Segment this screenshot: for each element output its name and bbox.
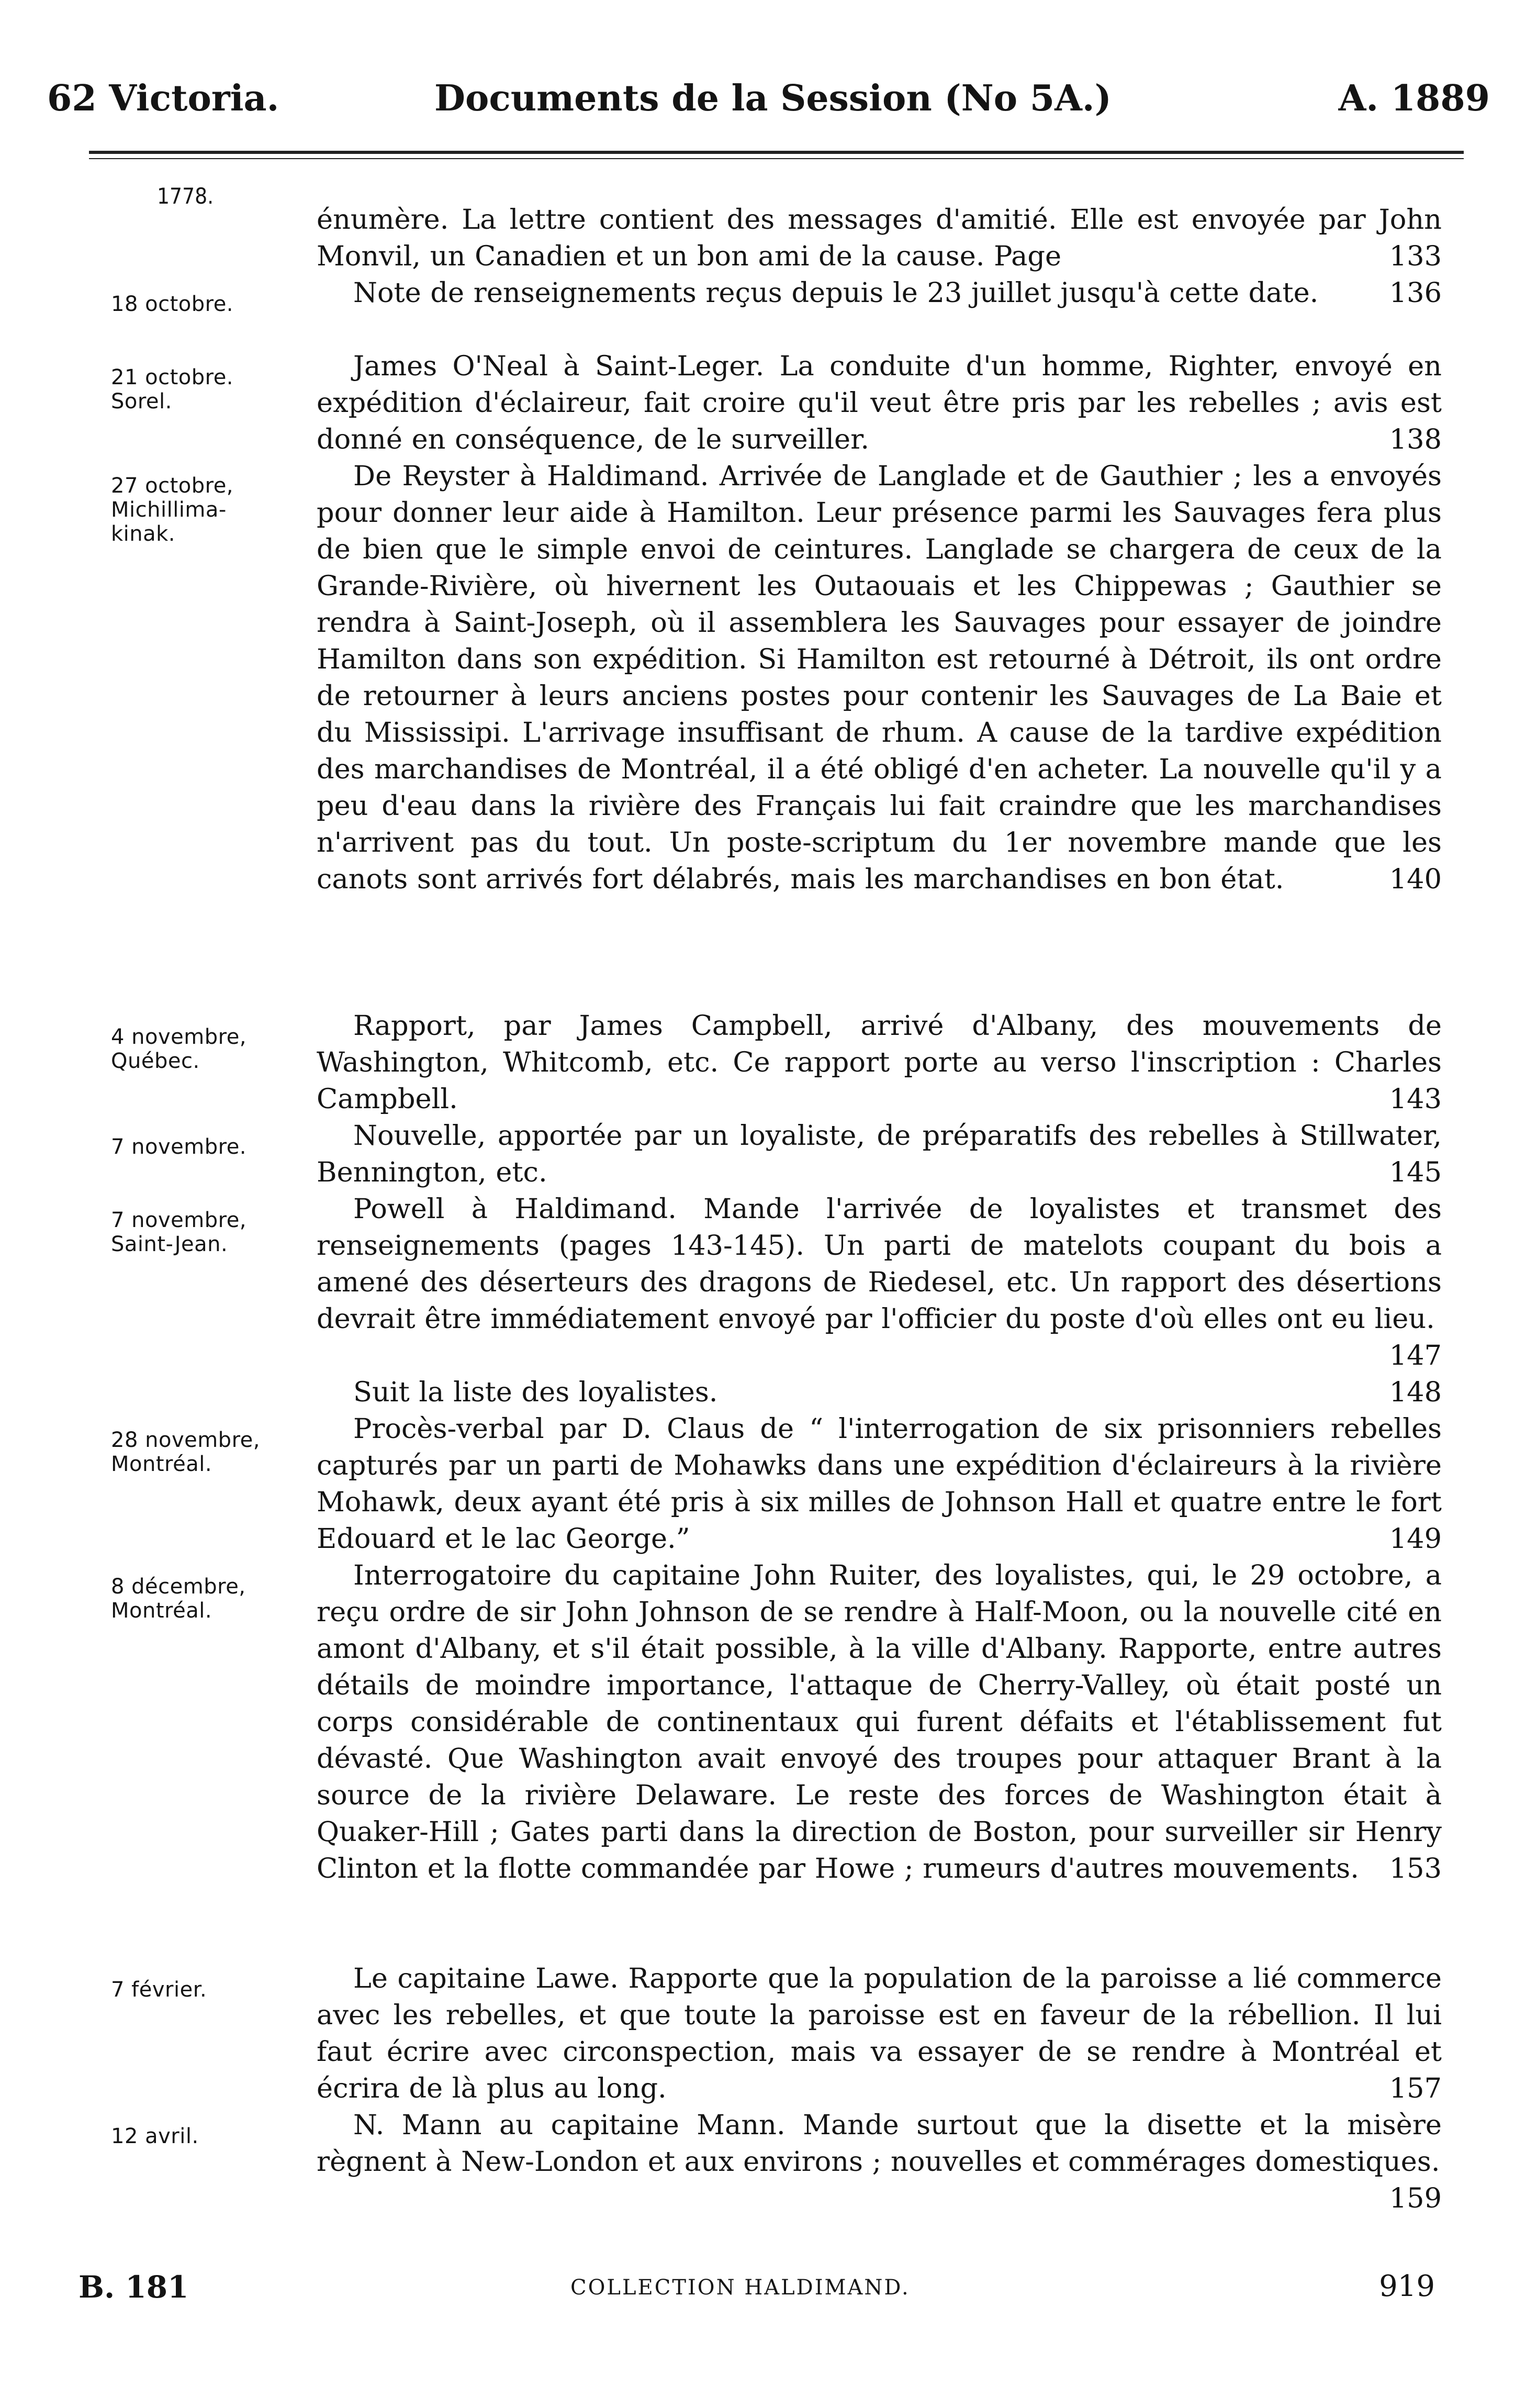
entry-text: Rapport, par James Campbell, arrivé d'Albany, des mouvements de Washington, Whitcomb, etc. Ce rapport porte au verso l'inscription : Charles Campbell. 143 <box>317 1008 1442 1118</box>
page-ref: 145 <box>1389 1156 1442 1188</box>
entry-text: Interrogatoire du capitaine John Ruiter, des loyalistes, qui, le 29 octobre, a reçu ordre de sir John Johnson de se rendre à Half-Moon, ou la nouvelle cité en amont d'Albany, et s'il était possible, à la ville d'Albany. Rapporte, entre autres détails de moindre importance, l'attaque de Cherry-Valley, où était posté un corps considérable de continentaux qui furent défaits et l'établissement fut dévasté. Que Washington avait envoyé des troupes pour attaquer Brant à la source de la rivière Delaware. Le reste des forces de Washington était à Quaker-Hill ; Gates parti dans la direction de Boston, pour surveiller sir Henry Clinton et la flotte commandée par Howe ; rumeurs d'autres mouvements. 153 <box>317 1557 1442 1887</box>
footer-reference: B. 181 <box>78 2269 189 2305</box>
header-title: Documents de la Session (No 5A.) <box>434 77 1112 119</box>
page-ref: 136 <box>1389 277 1442 309</box>
entry-date: 7 novembre. <box>111 1135 247 1159</box>
entry-text: De Reyster à Haldimand. Arrivée de Langlade et de Gauthier ; les a envoyés pour donner leur aide à Hamilton. Leur présence parmi les Sauvages fera plus de bien que le simple envoi de ceintures. Langlade se chargera de ceux de la Grande-Rivière, où hivernent les Outaouais et les Chippewas ; Gauthier se rendra à Saint-Joseph, où il assemblera les Sauvages pour essayer de joindre Hamilton dans son expédition. Si Hamilton est retourné à Détroit, ils ont ordre de retourner à leurs anciens postes pour contenir les Sauvages de La Baie et du Mississipi. L'arrivage insuffisant de rhum. A cause de la tardive expédition des marchandises de Montréal, il a été obligé d'en acheter. La nouvelle qu'il y a peu d'eau dans la rivière des Français lui fait craindre que les marchandises n'arrivent pas du tout. Un poste-scriptum du 1er novembre mande que les canots sont arrivés fort délabrés, mais les marchandises en bon état. 140 <box>317 458 1442 898</box>
entry-text: Suit la liste des loyalistes. 148 <box>317 1374 1442 1411</box>
entry-text: Note de renseignements reçus depuis le 23 juillet jusqu'à cette date. 136 <box>317 275 1442 311</box>
header-year: A. 1889 <box>1338 77 1490 119</box>
entry-text: Procès-verbal par D. Claus de “ l'interrogation de six prisonniers rebelles capturés par un parti de Mohawks dans une expédition d'éclaireurs à la rivière Mohawk, deux ayant été pris à six milles de Johnson Hall et quatre entre le fort Edouard et le lac George.” 149 <box>317 1411 1442 1557</box>
entry-date: 7 février. <box>111 1978 207 2002</box>
page-ref: 138 <box>1389 423 1442 455</box>
footer-collection: COLLECTION HALDIMAND. <box>570 2276 910 2300</box>
entry-date: 28 novembre, Montréal. <box>111 1428 260 1476</box>
page-ref: 147 <box>1389 1340 1442 1372</box>
entry-date: 8 décembre, Montréal. <box>111 1575 246 1623</box>
entry-date: 21 octobre. Sorel. <box>111 365 234 414</box>
page-ref: 153 <box>1389 1853 1442 1885</box>
footer-page-number: 919 <box>1379 2269 1435 2303</box>
header-rule-thick <box>89 151 1464 154</box>
entry-text: Le capitaine Lawe. Rapporte que la population de la paroisse a lié commerce avec les rebelles, et que toute la paroisse est en faveur de la rébellion. Il lui faut écrire avec circonspection, mais va essayer de se rendre à Montréal et écrira de là plus au long. 157 <box>317 1960 1442 2107</box>
header-session: 62 Victoria. <box>47 77 279 119</box>
page-ref: 159 <box>1389 2182 1442 2214</box>
margin-year: 1778. <box>157 183 214 209</box>
entry-text: N. Mann au capitaine Mann. Mande surtout que la disette et la misère règnent à New-London et aux environs ; nouvelles et commérages domestiques. 159 <box>317 2107 1442 2217</box>
running-footer <box>78 2269 1435 2316</box>
page-ref: 133 <box>1389 240 1442 272</box>
page-ref: 149 <box>1389 1523 1442 1555</box>
entry-text: Nouvelle, apportée par un loyaliste, de préparatifs des rebelles à Stillwater, Bennington, etc. 145 <box>317 1118 1442 1191</box>
running-header <box>47 77 1490 130</box>
entry-text: énumère. La lettre contient des messages d'amitié. Elle est envoyée par John Monvil, un Canadien et un bon ami de la cause. Page 133 <box>317 202 1442 275</box>
entry-text: James O'Neal à Saint-Leger. La conduite d'un homme, Righter, envoyé en expédition d'éclaireur, fait croire qu'il veut être pris par les rebelles ; avis est donné en conséquence, de le surveiller. 138 <box>317 348 1442 458</box>
entry-date: 12 avril. <box>111 2124 199 2148</box>
entry-date: 4 novembre, Québec. <box>111 1025 247 1073</box>
page-ref: 148 <box>1389 1376 1442 1408</box>
entry-date: 7 novembre, Saint-Jean. <box>111 1208 247 1256</box>
header-rule-thin <box>89 158 1464 159</box>
entry-date: 27 octobre, Michillima- kinak. <box>111 474 234 546</box>
page-ref: 140 <box>1389 863 1442 895</box>
page-ref: 157 <box>1389 2072 1442 2104</box>
entry-date: 18 octobre. <box>111 292 234 316</box>
entry-text: Powell à Haldimand. Mande l'arrivée de loyalistes et transmet des renseignements (pages 143-145). Un parti de matelots coupant du bois a amené des déserteurs des dragons de Riedesel, etc. Un rapport des désertions devrait être immédiatement envoyé par l'officier du poste d'où elles ont eu lieu. 147 <box>317 1191 1442 1374</box>
page-ref: 143 <box>1389 1083 1442 1115</box>
